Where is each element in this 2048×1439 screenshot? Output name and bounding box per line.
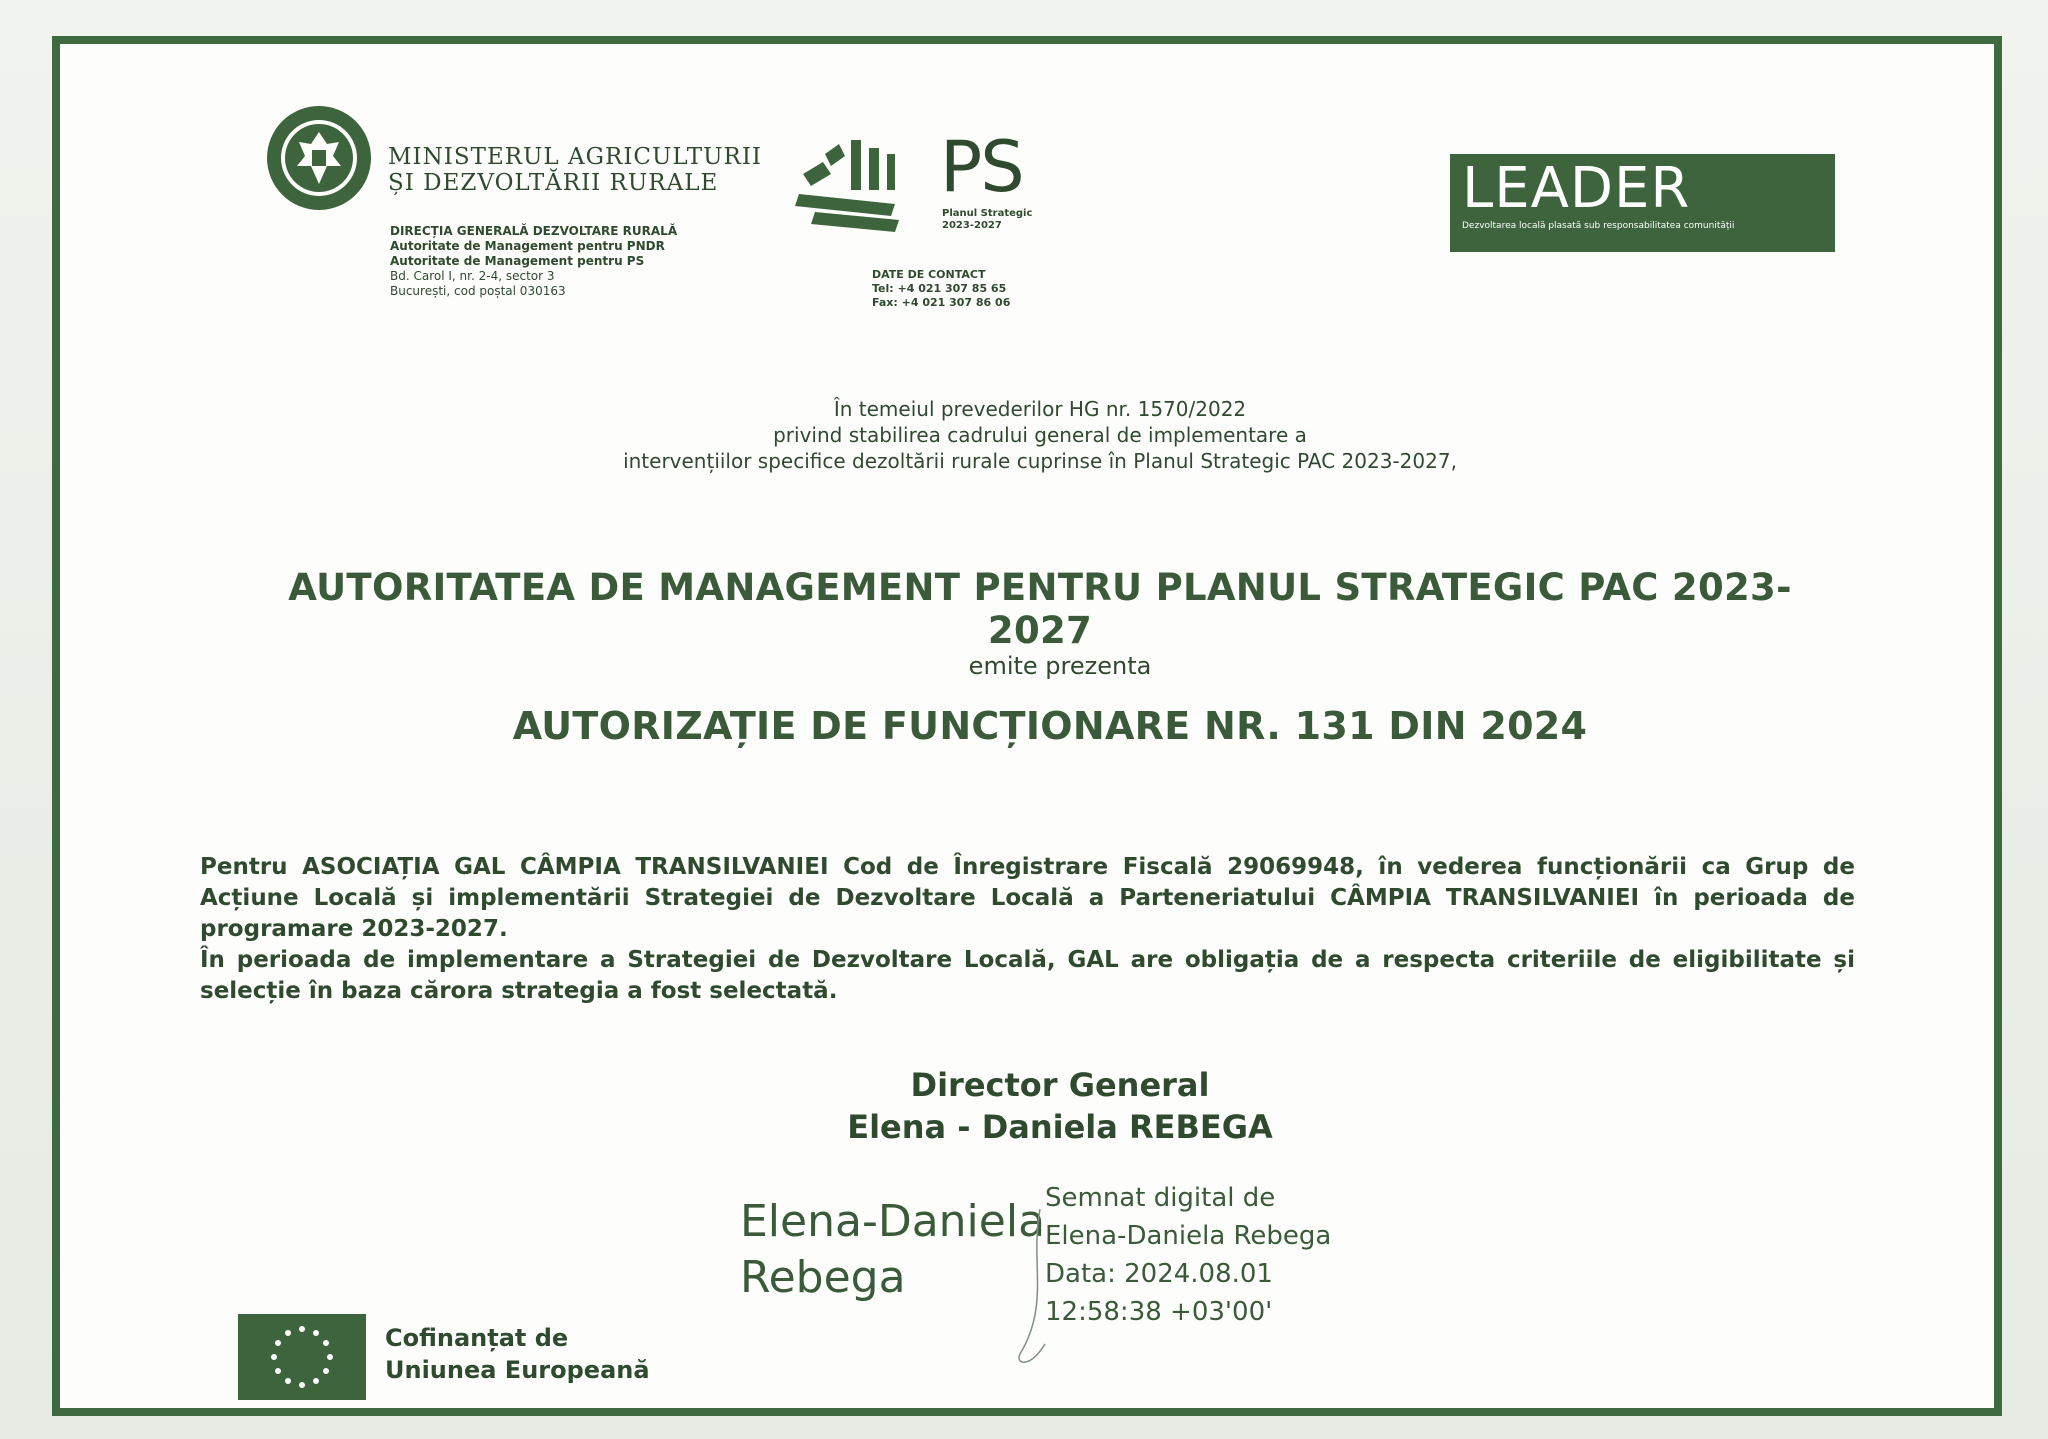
address-line: Autoritate de Management pentru PNDR (390, 239, 665, 253)
director-name: Elena - Daniela REBEGA (847, 1108, 1273, 1146)
ps-sub-line1: Planul Strategic (942, 208, 1033, 219)
government-seal-icon (265, 104, 373, 212)
contact-fax: Fax: +4 021 307 86 06 (872, 296, 1011, 309)
seal-text (265, 212, 373, 213)
body-paragraph: În perioada de implementare a Strategiei de Dezvoltare Locală, GAL are obligația de a respecta criteriile de eligibilitate și selecție în baza cărora strategia a fost selectată. (200, 947, 1855, 1004)
director-block (680, 1064, 1440, 1148)
signature-time: 12:58:38 +03'00' (1045, 1297, 1273, 1327)
eu-flag-icon (238, 1314, 366, 1400)
legal-line: privind stabilirea cadrului general de implementare a (773, 423, 1307, 447)
legal-line: În temeiul prevederilor HG nr. 1570/2022 (833, 397, 1247, 421)
ministry-line1: MINISTERUL AGRICULTURII (388, 144, 762, 170)
signature-detail: Elena-Daniela Rebega (1045, 1221, 1332, 1251)
eu-line2: Uniunea Europeană (385, 1356, 650, 1384)
address-line: București, cod poștal 030163 (390, 284, 566, 298)
ministry-name (388, 144, 762, 196)
ministry-line2: ȘI DEZVOLTĂRII RURALE (388, 170, 719, 196)
signature-line2: Rebega (740, 1252, 906, 1303)
address-line: Autoritate de Management pentru PS (390, 254, 645, 268)
legal-basis (510, 396, 1570, 474)
digital-signature-details (1045, 1179, 1331, 1331)
leader-logo (1450, 154, 1835, 252)
certificate-body (200, 852, 1855, 1007)
authority-title: AUTORITATEA DE MANAGEMENT PENTRU PLANUL STRATEGIC PAC 2023-2027 (288, 566, 1792, 652)
legal-line: intervențiilor specifice dezoltării rurale cuprinse în Planul Strategic PAC 2023-2027, (623, 449, 1457, 473)
ps-sub-line2: 2023-2027 (942, 220, 1002, 231)
authorization-title: AUTORIZAȚIE DE FUNCȚIONARE NR. 131 DIN 2024 (512, 704, 1588, 748)
signature-line1: Elena-Daniela (740, 1196, 1046, 1247)
ps-subtitle (942, 208, 1032, 232)
eu-line1: Cofinanțat de (385, 1324, 569, 1352)
contact-block (872, 268, 1010, 310)
emite-text: emite prezenta (968, 652, 1152, 680)
address-line: DIRECȚIA GENERALĂ DEZVOLTARE RURALĂ (390, 224, 678, 238)
leader-title: LEADER (1462, 156, 1691, 221)
signature-date: Data: 2024.08.01 (1045, 1259, 1273, 1289)
contact-tel: Tel: +4 021 307 85 65 (872, 282, 1007, 295)
address-line: Bd. Carol I, nr. 2-4, sector 3 (390, 269, 555, 283)
ministry-address (390, 224, 677, 299)
certificate-frame (52, 36, 2002, 1416)
contact-title: DATE DE CONTACT (872, 268, 986, 281)
eu-cofinancing (385, 1322, 650, 1386)
certificate-page (60, 44, 1994, 1408)
leader-subtitle: Dezvoltarea locală plasată sub responsabilitatea comunității (1462, 221, 1735, 231)
director-role: Director General (910, 1066, 1210, 1104)
signature-detail: Semnat digital de (1045, 1183, 1276, 1213)
ps-logo-icon (795, 134, 905, 234)
ps-logo-text: PS (940, 126, 1023, 208)
body-paragraph: Pentru ASOCIAȚIA GAL CÂMPIA TRANSILVANIEI Cod de Înregistrare Fiscală 29069948, în vederea funcționării ca Grup de Acțiune Locală și implementării Strategiei de Dezvoltare Locală a Parteneriatului CÂMPIA TRANSILVANIEI în perioada de programare 2023-2027. (200, 854, 1855, 942)
